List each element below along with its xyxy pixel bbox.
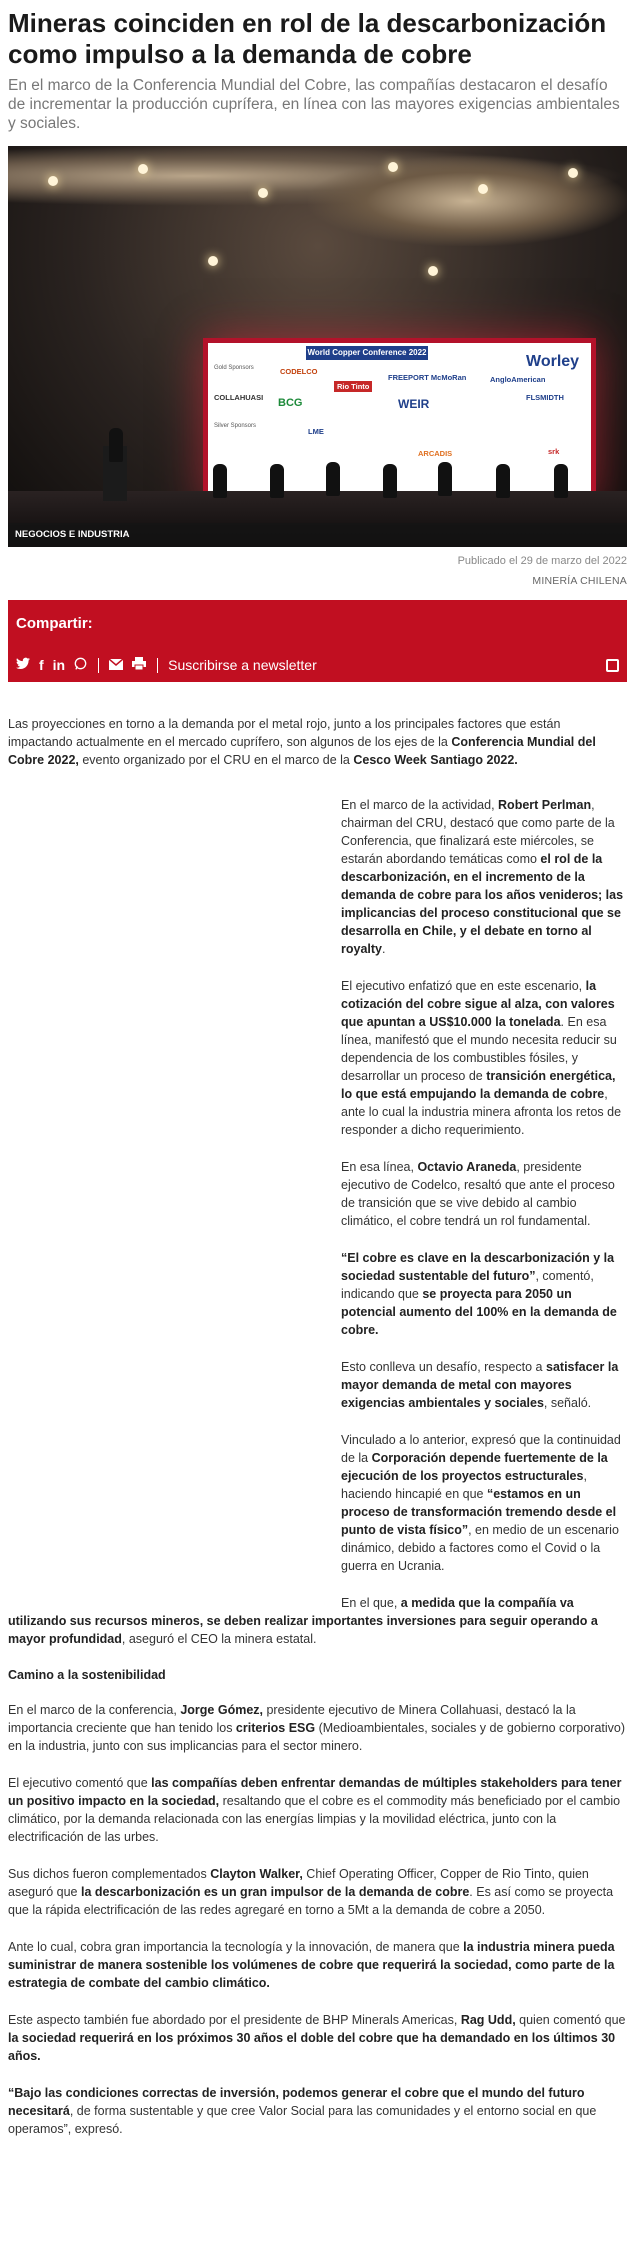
screen-title: World Copper Conference 2022 — [306, 346, 428, 360]
screen-logo: ARCADIS — [418, 449, 453, 458]
screen-logo: LME — [308, 427, 324, 436]
article-hero-image[interactable] — [8, 146, 627, 547]
paragraph: En el que, a medida que la compañía va — [341, 1596, 574, 1610]
screen-logo: FREEPORT McMoRan — [388, 373, 467, 382]
linkedin-icon[interactable]: in — [52, 657, 66, 673]
paragraph: Sus dichos fueron complementados Clayton Walker, Chief Operating Officer, Copper de Rio Tinto, quien aseguró que la descarbonización es un gran impulsor de la demanda de cobre. Es así como se proyecta que la rápida electrificación de las redes agregaré en torno a 5Mt a la demanda de cobre a 2050. — [8, 1867, 614, 1917]
section-subhead: Camino a la sostenibilidad — [8, 1668, 166, 1682]
screen-logo: COLLAHUASI — [214, 393, 264, 402]
article-subtitle: En el marco de la Conferencia Mundial del Cobre, las compañías destacaron el desafío de incrementar la producción cuprífera, en línea con las mayores exigencias ambientales y sociales. — [8, 77, 620, 132]
screen-logo: FLSMIDTH — [526, 393, 564, 402]
conference-screen — [203, 338, 596, 506]
screen-logo: Silver Sponsors — [214, 423, 257, 429]
paragraph: “Bajo las condiciones correctas de inversión, podemos generar el cobre que el mundo del futuro necesitará, de forma sustentable y que cree Valor Social para las comunidades y el entorno social en que operamos”, expresó. — [8, 2086, 597, 2136]
share-bar — [8, 600, 627, 682]
twitter-icon[interactable] — [16, 657, 30, 673]
paragraph: Esto conlleva un desafío, respecto a satisfacer la mayor demanda de metal con mayores exigencias ambientales y sociales, señaló. — [341, 1360, 619, 1410]
email-icon[interactable] — [109, 657, 123, 673]
paragraph: Ante lo cual, cobra gran importancia la tecnología y la innovación, de manera que la industria minera pueda suministrar de manera sostenible los volúmenes de cobre que requerirá la sociedad, como parte de la estrategia de combate del cambio climático. — [8, 1940, 615, 1990]
paragraph: El ejecutivo comentó que las compañías deben enfrentar demandas de múltiples stakeholders para tener un positivo impacto en la sociedad, resaltando que el cobre es el commodity más beneficiado por el cambio climático, por la demanda relacionada con las energías limpias y la movilidad eléctrica, junto con la electrificación de las urbes. — [8, 1776, 622, 1844]
article-source: MINERÍA CHILENA — [532, 575, 627, 587]
paragraph: “El cobre es clave en la descarbonización y la sociedad sustentable del futuro”, comentó, indicando que se proyecta para 2050 un potencial aumento del 100% en la demanda de cobre. — [341, 1251, 617, 1337]
whatsapp-icon[interactable] — [74, 657, 87, 673]
image-category-caption: NEGOCIOS E INDUSTRIA — [8, 523, 627, 547]
screen-logo: CODELCO — [280, 367, 318, 376]
print-icon[interactable] — [132, 657, 146, 673]
screen-logo: Gold Sponsors — [214, 365, 254, 371]
facebook-icon[interactable]: f — [39, 657, 44, 673]
paragraph: En el marco de la conferencia, Jorge Gómez, presidente ejecutivo de Minera Collahuasi, destacó la la importancia creciente que han tenido los criterios ESG (Medioambientales, sociales y de gobierno corporativo) en la industria, junto con sus implicancias para el sector minero. — [8, 1703, 626, 1753]
paragraph: Este aspecto también fue abordado por el presidente de BHP Minerals Americas, Rag Udd, quien comentó que la sociedad requerirá en los próximos 30 años el doble del cobre que ha demandado en los últimos 30 años. — [8, 2013, 626, 2063]
newsletter-link[interactable]: Suscribirse a newsletter — [168, 657, 317, 673]
screen-logo: WEIR — [398, 397, 430, 411]
screen-logo: Rio Tinto — [334, 381, 372, 392]
screen-logo: Worley — [526, 353, 580, 370]
screen-logo: srk — [548, 447, 560, 456]
paragraph: Vinculado a lo anterior, expresó que la continuidad de la Corporación depende fuertemente de la ejecución de los proyectos estructurales, haciendo hincapié en que “estamos en un proceso de transformación tremendo desde el punto de vista físico”, en medio de un escenario dinámico, debido a factores como el Covid o la guerra en Ucrania. — [341, 1433, 621, 1573]
body-column — [341, 796, 627, 1575]
paragraph: Las proyecciones en torno a la demanda por el metal rojo, junto a los principales factores que están impactando actualmente en el mercado cuprífero, son algunos de los ejes de la Conferencia Mundial del Cobre 2022, evento organizado por el CRU en el marco de la Cesco Week Santiago 2022. — [8, 717, 596, 767]
screen-logo: BCG — [278, 397, 303, 409]
paragraph: utilizando sus recursos mineros, se deben realizar importantes inversiones para seguir operando a mayor profundidad, aseguró el CEO la minera estatal. — [8, 1614, 598, 1646]
share-label: Compartir: — [16, 615, 93, 632]
publish-date: Publicado el 29 de marzo del 2022 — [457, 555, 627, 567]
screen-logo: AngloAmerican — [490, 375, 546, 384]
paragraph: En el marco de la actividad, Robert Perlman, chairman del CRU, destacó que como parte de la Conferencia, que finalizará este miércoles, se estarán abordando temáticas como el rol de la descarbonización, en el incremento de la demanda de cobre para los años venideros; las implicancias del proceso constitucional que se desarrolla en Chile, y el debate en torno al royalty. — [341, 798, 624, 956]
rss-icon[interactable] — [606, 659, 619, 672]
paragraph: En esa línea, Octavio Araneda, presidente ejecutivo de Codelco, resaltó que ante el proceso de transición que se vive debido al cambio climático, el cobre tendrá un rol fundamental. — [341, 1160, 615, 1228]
paragraph: El ejecutivo enfatizó que en este escenario, la cotización del cobre sigue al alza, con valores que apuntan a US$10.000 la tonelada. En esa línea, manifestó que el mundo necesita reducir su dependencia de los combustibles fósiles, y desarrollar un proceso de transición energética, lo que está empujando la demanda de cobre, ante lo cual la industria minera afronta los retos de responder a dicho requerimiento. — [341, 979, 622, 1137]
article-headline: Mineras coinciden en rol de la descarbonización como impulso a la demanda de cobre — [8, 8, 607, 69]
